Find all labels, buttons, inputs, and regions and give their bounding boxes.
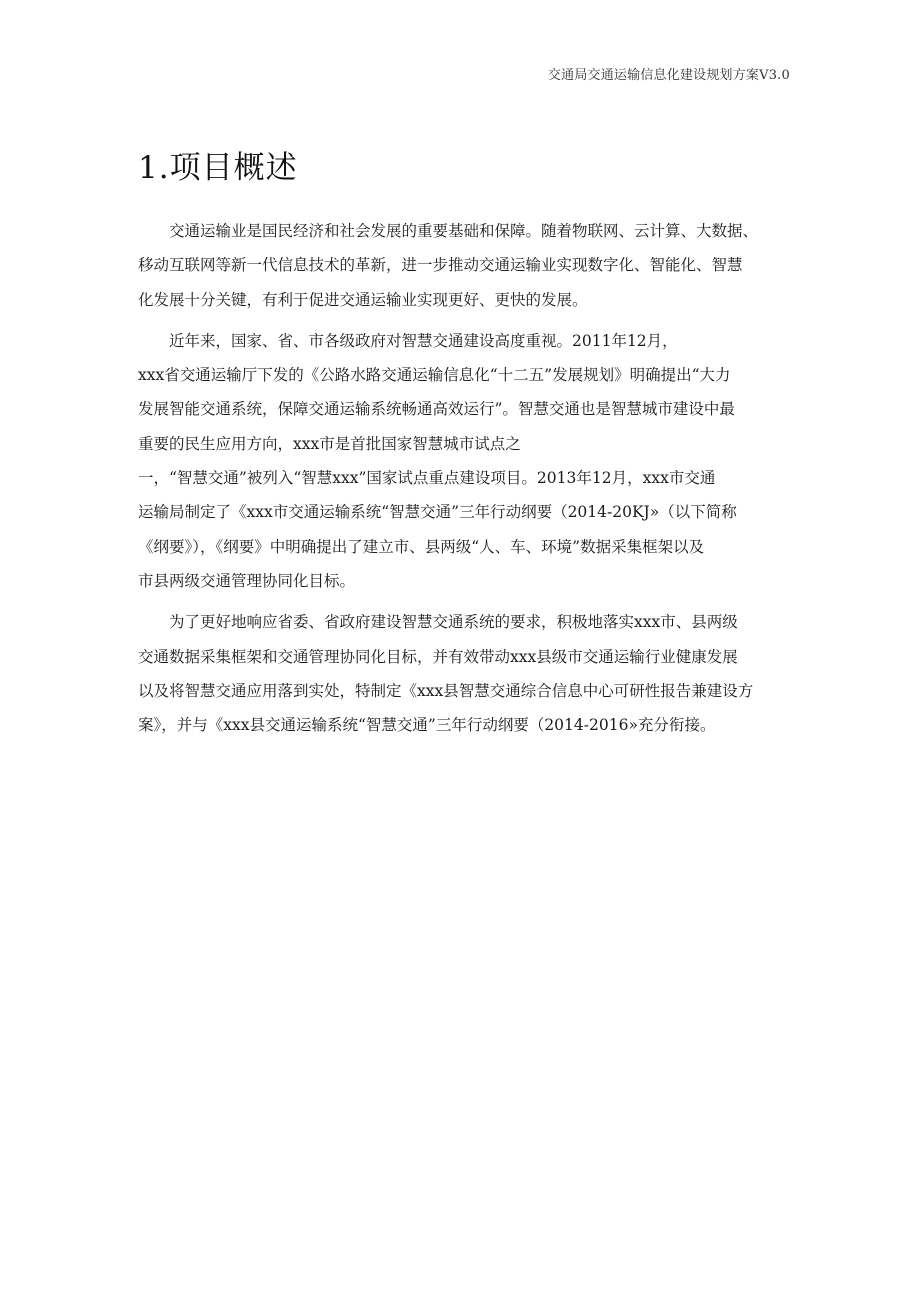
paragraph-line: 发展智能交通系统，保障交通运输系统畅通高效运行”。智慧交通也是智慧城市建设中最	[138, 400, 735, 419]
section-body	[138, 214, 788, 749]
paragraph-line: 近年来，国家、省、市各级政府对智慧交通建设高度重视。2011年12月，	[169, 331, 678, 350]
paragraph-line: 《纲要》），《纲要》中明确提出了建立市、县两级“人、车、环境”数据采集框架以及	[138, 537, 705, 556]
paragraph-line: xxx省交通运输厅下发的《公路水路交通运输信息化“十二五”发展规划》明确提出“大力	[138, 366, 731, 385]
paragraph-line: 案》，并与《xxx县交通运输系统“智慧交通”三年行动纲要（2014-2016»充分衔接。	[138, 716, 716, 735]
paragraph-3	[138, 605, 788, 742]
paragraph-line: 为了更好地响应省委、省政府建设智慧交通系统的要求，积极地落实xxx市、县两级	[169, 613, 738, 632]
paragraph-line: 一，“智慧交通”被列入“智慧xxx”国家试点重点建设项目。2013年12月，xxx市交通	[138, 469, 716, 488]
paragraph-line: 交通运输业是国民经济和社会发展的重要基础和保障。随着物联网、云计算、大数据、	[169, 222, 759, 240]
paragraph-2	[138, 324, 788, 598]
paragraph-1	[138, 214, 788, 317]
paragraph-line: 移动互联网等新一代信息技术的革新，进一步推动交通运输业实现数字化、智能化、智慧	[138, 256, 743, 275]
paragraph-line: 以及将智慧交通应用落到实处，特制定《xxx县智慧交通综合信息中心可研性报告兼建设方	[138, 681, 754, 700]
paragraph-line: 运输局制定了《xxx市交通运输系统“智慧交通”三年行动纲要（2014-20KJ»（以下简称	[138, 503, 737, 522]
section-title: 1.项目概述	[138, 150, 298, 186]
paragraph-line: 交通数据采集框架和交通管理协同化目标，并有效带动xxx县级市交通运输行业健康发展	[138, 647, 738, 666]
running-header: 交通局交通运输信息化建设规划方案V3.0	[547, 68, 790, 83]
paragraph-line: 化发展十分关键，有利于促进交通运输业实现更好、更快的发展。	[138, 290, 588, 309]
paragraph-line: 重要的民生应用方向，xxx市是首批国家智慧城市试点之	[138, 434, 521, 453]
paragraph-line: 市县两级交通管理协同化目标。	[138, 571, 356, 590]
